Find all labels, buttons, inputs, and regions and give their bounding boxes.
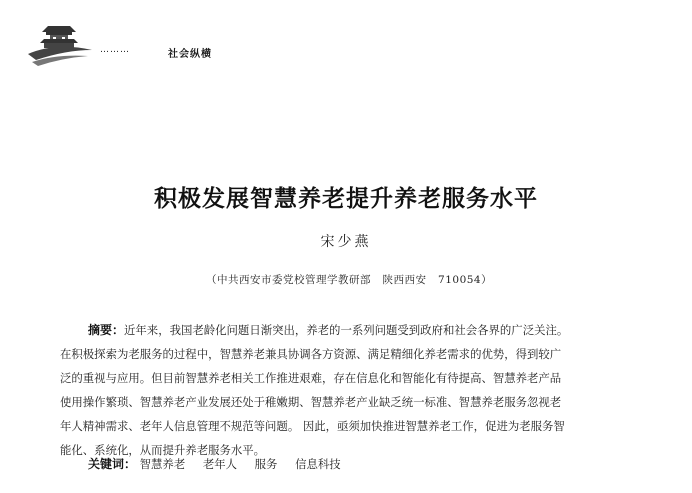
keyword: 信息科技 bbox=[295, 457, 341, 471]
keyword: 服务 bbox=[254, 457, 278, 471]
keywords-label: 关键词： bbox=[88, 457, 137, 471]
abstract-first-line bbox=[88, 318, 662, 342]
abstract-line: 年人精神需求、老年人信息管理不规范等问题。 因此，亟须加快推进智慧养老工作，促进为老服务智 bbox=[60, 419, 565, 433]
header-dots: ……… bbox=[100, 45, 130, 55]
affiliation-zip: 710054） bbox=[438, 274, 493, 286]
abstract-line: 在积极探索为老服务的过程中，智慧养老兼具协调各方资源、满足精细化养老需求的优势，得到较广 bbox=[60, 347, 562, 361]
article-author: 宋少燕 bbox=[320, 234, 372, 250]
abstract-line: 泛的重视与应用。但目前智慧养老相关工作推进艰难，存在信息化和智能化有待提高、智慧养老产品 bbox=[60, 371, 562, 385]
article-title: 积极发展智慧养老提升养老服务水平 bbox=[154, 186, 538, 212]
author-affiliation bbox=[206, 272, 492, 287]
abstract-label: 摘要： bbox=[88, 323, 125, 337]
abstract-line: 能化、系统化，从而提升养老服务水平。 bbox=[60, 443, 266, 457]
journal-logo-icon bbox=[26, 20, 96, 70]
keyword: 老年人 bbox=[202, 457, 238, 471]
abstract-line: 使用操作繁琐、智慧养老产业发展还处于稚嫩期、智慧养老产业缺乏统一标准、智慧养老服务忽视老 bbox=[60, 395, 562, 409]
abstract-line: 近年来，我国老龄化问题日渐突出，养老的一系列问题受到政府和社会各界的广泛关注。 bbox=[124, 323, 569, 337]
column-name: 社会纵横 bbox=[168, 49, 212, 60]
affiliation-place: 陕西西安 bbox=[382, 274, 427, 286]
abstract-body bbox=[60, 342, 662, 462]
journal-header bbox=[26, 20, 326, 70]
affiliation-org: （中共西安市委党校管理学教研部 bbox=[206, 274, 371, 286]
keywords bbox=[88, 455, 355, 472]
keyword: 智慧养老 bbox=[139, 457, 186, 471]
